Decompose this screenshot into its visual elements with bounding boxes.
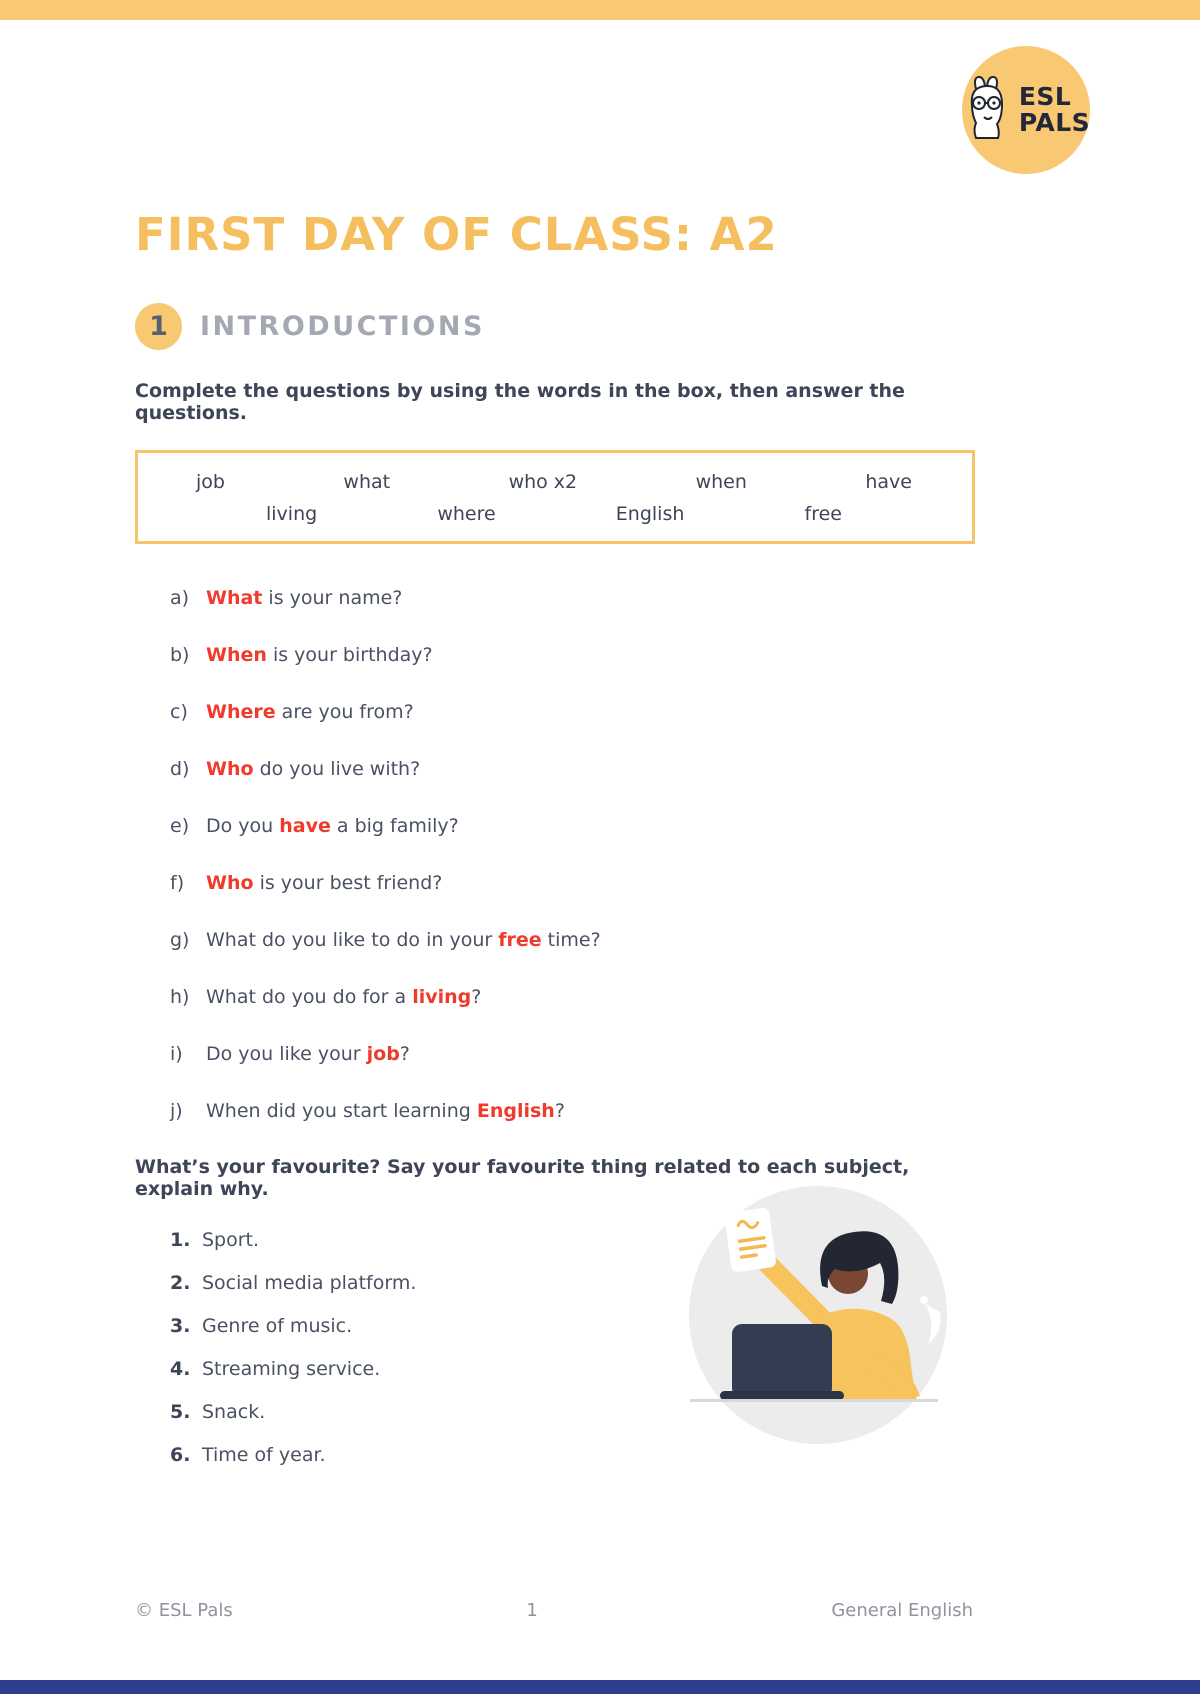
favourite-text: Social media platform. — [202, 1272, 417, 1294]
word-box — [135, 450, 975, 544]
favourite-item — [135, 1443, 615, 1467]
page-footer — [135, 1600, 973, 1621]
question-letter: b) — [170, 644, 190, 666]
word-box-word: job — [196, 471, 225, 493]
question-text: What do you like to do in your free time? — [206, 929, 601, 951]
question-text: Do you have a big family? — [206, 815, 459, 837]
question-letter: g) — [170, 929, 190, 951]
favourites-heading: What’s your favourite? Say your favourite thing related to each subject, explain why. — [135, 1156, 910, 1200]
top-accent-bar — [0, 0, 1200, 20]
question-letter: i) — [170, 1043, 183, 1065]
question-letter: c) — [170, 701, 188, 723]
word-box-word: who x2 — [508, 471, 578, 493]
word-box-word: what — [343, 471, 391, 493]
word-box-word: English — [615, 503, 685, 525]
section-number-badge: 1 — [135, 303, 182, 350]
esl-pals-logo — [962, 46, 1090, 174]
question-row — [135, 928, 975, 952]
section-heading: INTRODUCTIONS — [200, 311, 485, 342]
question-text: Do you like your job? — [206, 1043, 410, 1065]
favourite-number: 4. — [170, 1358, 191, 1380]
question-row — [135, 700, 975, 724]
question-row — [135, 1099, 975, 1123]
question-row — [135, 871, 975, 895]
llama-logo-icon — [962, 75, 1014, 145]
favourite-text: Snack. — [202, 1401, 266, 1423]
logo-text: ESL PALS — [1018, 81, 1091, 137]
word-box-word: have — [865, 471, 912, 493]
favourite-text: Time of year. — [202, 1444, 326, 1466]
bottom-accent-bar — [0, 1680, 1200, 1694]
question-text: Who is your best friend? — [206, 872, 443, 894]
question-row — [135, 1042, 975, 1066]
favourite-item — [135, 1271, 615, 1295]
footer-page-number: 1 — [526, 1600, 538, 1621]
question-letter: d) — [170, 758, 190, 780]
word-box-word: when — [695, 471, 747, 493]
word-box-word: living — [266, 503, 318, 525]
question-text: Who do you live with? — [206, 758, 421, 780]
question-row — [135, 757, 975, 781]
instruction-text: Complete the questions by using the words in the box, then answer the questions. — [135, 380, 905, 424]
word-box-row — [148, 467, 962, 501]
favourite-text: Streaming service. — [202, 1358, 381, 1380]
question-letter: e) — [170, 815, 190, 837]
question-row — [135, 643, 975, 667]
footer-course-name: General English — [831, 1600, 973, 1621]
illustration-person-laptop — [662, 1182, 974, 1450]
favourite-number: 3. — [170, 1315, 191, 1337]
question-letter: h) — [170, 986, 190, 1008]
favourite-number: 6. — [170, 1444, 191, 1466]
favourite-item — [135, 1314, 615, 1338]
question-text: Where are you from? — [206, 701, 414, 723]
question-row — [135, 814, 975, 838]
favourite-number: 5. — [170, 1401, 191, 1423]
word-box-word: free — [804, 503, 842, 525]
question-row — [135, 586, 975, 610]
word-box-word: where — [437, 503, 496, 525]
footer-copyright: © ESL Pals — [135, 1600, 233, 1621]
section-header — [135, 303, 975, 350]
question-text: What is your name? — [206, 587, 403, 609]
favourite-number: 2. — [170, 1272, 191, 1294]
questions-list — [135, 586, 975, 1123]
question-letter: j) — [170, 1100, 183, 1122]
question-letter: a) — [170, 587, 190, 609]
favourite-item — [135, 1400, 615, 1424]
favourite-text: Genre of music. — [202, 1315, 353, 1337]
page-title: FIRST DAY OF CLASS: A2 — [135, 208, 778, 261]
favourite-text: Sport. — [202, 1229, 260, 1251]
question-text: What do you do for a living? — [206, 986, 482, 1008]
favourite-item — [135, 1228, 615, 1252]
question-row — [135, 985, 975, 1009]
word-box-row — [148, 501, 962, 525]
favourite-number: 1. — [170, 1229, 191, 1251]
question-text: When is your birthday? — [206, 644, 433, 666]
question-letter: f) — [170, 872, 185, 894]
question-text: When did you start learning English? — [206, 1100, 565, 1122]
favourite-item — [135, 1357, 615, 1381]
